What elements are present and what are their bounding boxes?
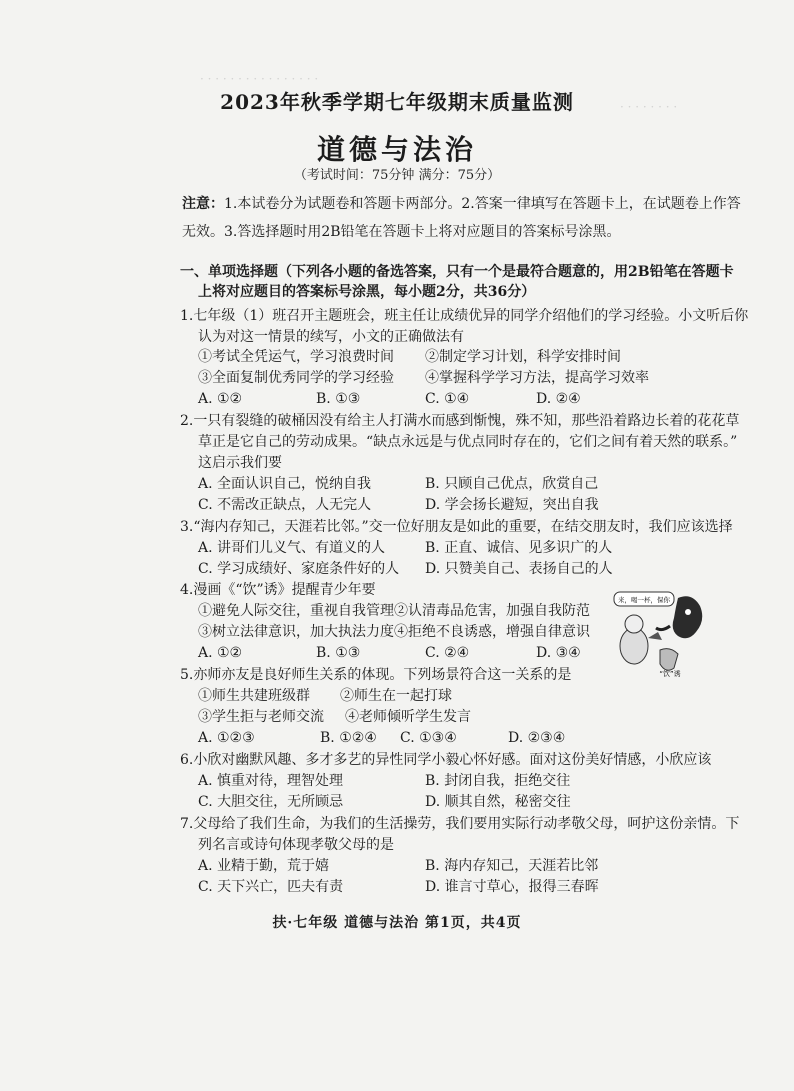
q5-statement: ④老师倾听学生发言 [345, 709, 471, 725]
section-heading-line: 上将对应题目的答案标号涂黑，每小题2分，共36分） [198, 284, 536, 300]
q5-option-a: A. ①②③ [198, 730, 255, 746]
q1-stem: 认为对这一情景的续写，小文的正确做法有 [198, 329, 464, 345]
exam-info: （考试时间：75分钟 满分：75分） [293, 168, 501, 183]
q2-option-d: D. 学会扬长避短，突出自我 [425, 497, 599, 513]
q2-stem: 草正是它自己的劳动成果。“缺点永远是与优点同时存在的，它们之间有着天然的联系。” [198, 434, 738, 450]
q7-option-d: D. 谁言寸草心，报得三春晖 [425, 879, 599, 895]
q7-stem: 7.父母给了我们生命，为我们的生活操劳，我们要用实际行动孝敬父母，呵护这份亲情。下 [180, 816, 740, 832]
q5-option-c: C. ①③④ [400, 730, 457, 746]
subject-title: 道德与法治 [316, 133, 477, 166]
q3-option-d: D. 只赞美自己、表扬自己的人 [425, 561, 613, 577]
q7-option-c: C. 天下兴亡，匹夫有责 [198, 879, 344, 895]
section-heading [180, 262, 740, 302]
section-heading-line: 一、单项选择题（下列各小题的备选答案，只有一个是最符合题意的，用2B铅笔在答题卡 [180, 264, 734, 280]
q7-option-a: A. 业精于勤，荒于嬉 [198, 858, 330, 874]
q1-statement: ②制定学习计划，科学安排时间 [425, 349, 621, 365]
notice-label: 注意： [182, 196, 224, 212]
q2-stem: 这启示我们要 [198, 455, 282, 471]
q3-option-b: B. 正直、诚信、见多识广的人 [425, 540, 613, 556]
q3-option-c: C. 学习成绩好、家庭条件好的人 [198, 561, 400, 577]
yinyou-cartoon [600, 590, 710, 680]
q6-option-b: B. 封闭自我，拒绝交往 [425, 773, 571, 789]
q4-statement: ③树立法律意识，加大执法力度④拒绝不良诱惑，增强自律意识 [198, 624, 590, 640]
exam-title: 2023年秋季学期七年级期末质量监测 [220, 90, 574, 114]
q3-option-a: A. 讲哥们儿义气、有道义的人 [198, 540, 386, 556]
cartoon-caption: “饮”诱 [659, 670, 681, 678]
q6-stem: 6.小欣对幽默风趣、多才多艺的异性同学小毅心怀好感。面对这份美好情感，小欣应该 [180, 752, 712, 768]
q1-option-d: D. ②④ [536, 391, 581, 407]
q1-statement: ④掌握科学学习方法，提高学习效率 [425, 370, 649, 386]
q6-option-d: D. 顺其自然，秘密交往 [425, 794, 571, 810]
notice-block [182, 190, 742, 246]
q5-statement: ③学生拒与老师交流 [198, 709, 324, 725]
q4-option-c: C. ②④ [425, 645, 470, 661]
cartoon-bubble-text: 来，喝一杯，保你 [618, 596, 670, 604]
q4-stem: 4.漫画《“饮”诱》提醒青少年要 [180, 582, 376, 598]
q4-option-d: D. ③④ [536, 645, 581, 661]
q5-statement: ①师生共建班级群 [198, 688, 310, 704]
q2-option-b: B. 只顾自己优点，欣赏自己 [425, 476, 599, 492]
q2-option-a: A. 全面认识自己，悦纳自我 [198, 476, 372, 492]
q4-option-b: B. ①③ [316, 645, 361, 661]
bleed-through-text: · · · · · · · · [620, 100, 678, 114]
q1-option-c: C. ①④ [425, 391, 470, 407]
q7-stem: 列名言或诗句体现孝敬父母的是 [198, 837, 394, 853]
q1-option-a: A. ①② [198, 391, 243, 407]
q3-stem: 3.“海内存知己，天涯若比邻。”交一位好朋友是如此的重要，在结交朋友时，我们应该选择 [180, 519, 733, 535]
q4-statement: ①避免人际交往，重视自我管理②认清毒品危害，加强自我防范 [198, 603, 590, 619]
q1-statement: ①考试全凭运气，学习浪费时间 [198, 349, 394, 365]
q5-stem: 5.亦师亦友是良好师生关系的体现。下列场景符合这一关系的是 [180, 667, 572, 683]
q2-stem: 2.一只有裂缝的破桶因没有给主人打满水而感到惭愧，殊不知，那些沿着路边长着的花花草 [180, 413, 740, 429]
q4-option-a: A. ①② [198, 645, 243, 661]
q7-option-b: B. 海内存知己，天涯若比邻 [425, 858, 599, 874]
q6-option-a: A. 慎重对待，理智处理 [198, 773, 344, 789]
q6-option-c: C. 大胆交往，无所顾忌 [198, 794, 344, 810]
q2-option-c: C. 不需改正缺点，人无完人 [198, 497, 372, 513]
q1-option-b: B. ①③ [316, 391, 361, 407]
bleed-through-text: · · · · · · · · · · · · · · · · [200, 72, 319, 86]
q1-stem: 1.七年级（1）班召开主题班会，班主任让成绩优异的同学介绍他们的学习经验。小文听后你 [180, 308, 749, 324]
q1-statement: ③全面复制优秀同学的学习经验 [198, 370, 394, 386]
q5-option-b: B. ①②④ [320, 730, 377, 746]
page-footer: 扶·七年级 道德与法治 第1页，共4页 [272, 915, 522, 931]
q5-statement: ②师生在一起打球 [340, 688, 452, 704]
q5-option-d: D. ②③④ [508, 730, 566, 746]
notice-text: 1.本试卷分为试题卷和答题卡两部分。2.答案一律填写在答题卡上，在试题卷上作答无效。3.答选择题时用2B铅笔在答题卡上将对应题目的答案标号涂黑。 [182, 196, 741, 240]
